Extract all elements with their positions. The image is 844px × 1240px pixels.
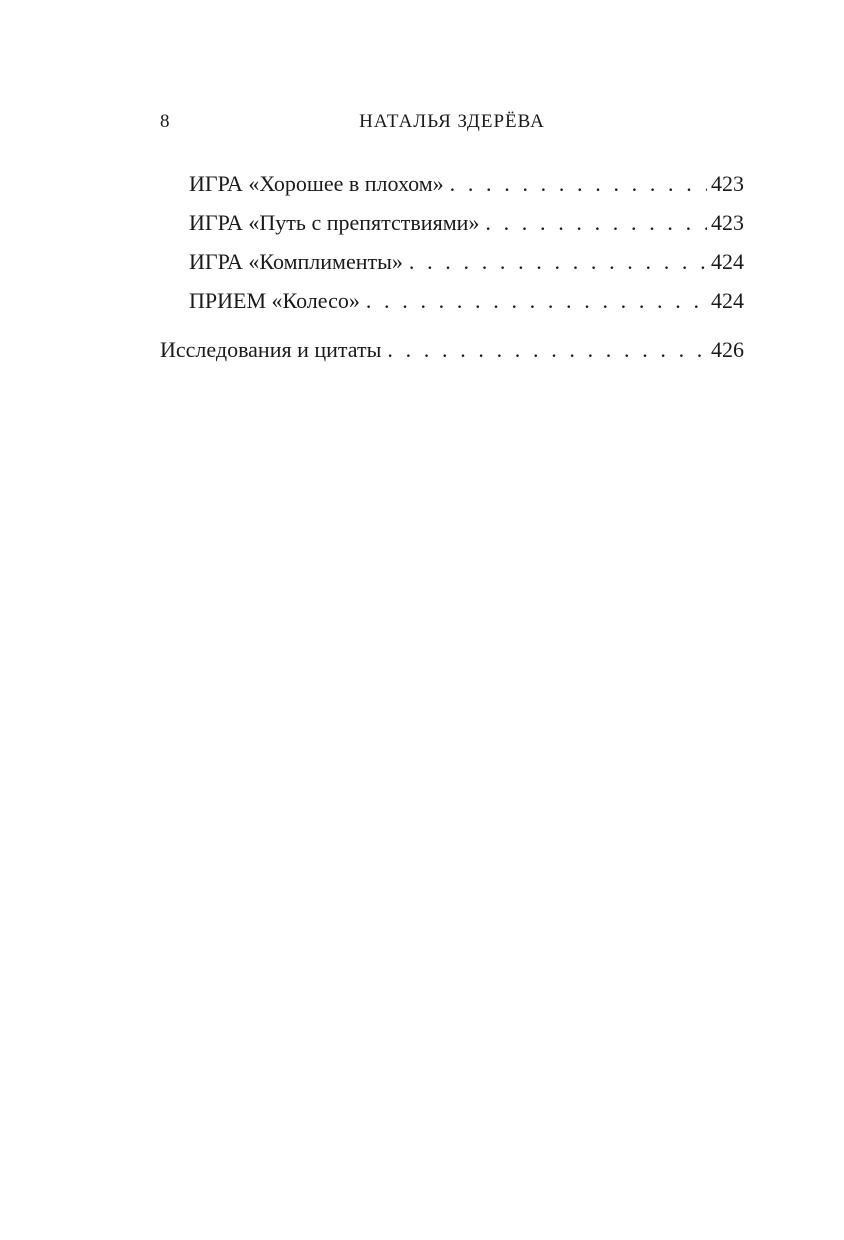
running-head-author: НАТАЛЬЯ ЗДЕРЁВА (359, 111, 545, 132)
toc-entry-title: ИГРА «Комплименты» (189, 249, 403, 274)
toc-entry-title: Исследования и цитаты (160, 337, 382, 362)
toc-entry-page: 423 (711, 210, 744, 235)
toc-entry-page: 424 (711, 288, 744, 313)
toc-entry (160, 203, 744, 242)
toc-entry-page: 426 (711, 337, 744, 362)
toc-dot-leader (409, 242, 707, 281)
toc-entry (160, 330, 744, 369)
running-head (160, 108, 744, 136)
toc-entry-page: 423 (711, 171, 744, 196)
toc-dot-leader (485, 203, 707, 242)
toc-entry-title: ПРИЕМ «Колесо» (189, 288, 360, 313)
toc-dot-leader (366, 281, 707, 320)
toc-entry (160, 242, 744, 281)
toc-entry-title: ИГРА «Путь с препятствиями» (189, 210, 480, 235)
toc-entry (160, 281, 744, 320)
table-of-contents (160, 164, 744, 369)
toc-entry (160, 164, 744, 203)
toc-dot-leader (450, 164, 707, 203)
toc-entry-title: ИГРА «Хорошее в плохом» (189, 171, 444, 196)
page-number: 8 (160, 111, 170, 132)
toc-dot-leader (387, 330, 707, 369)
toc-entry-page: 424 (711, 249, 744, 274)
